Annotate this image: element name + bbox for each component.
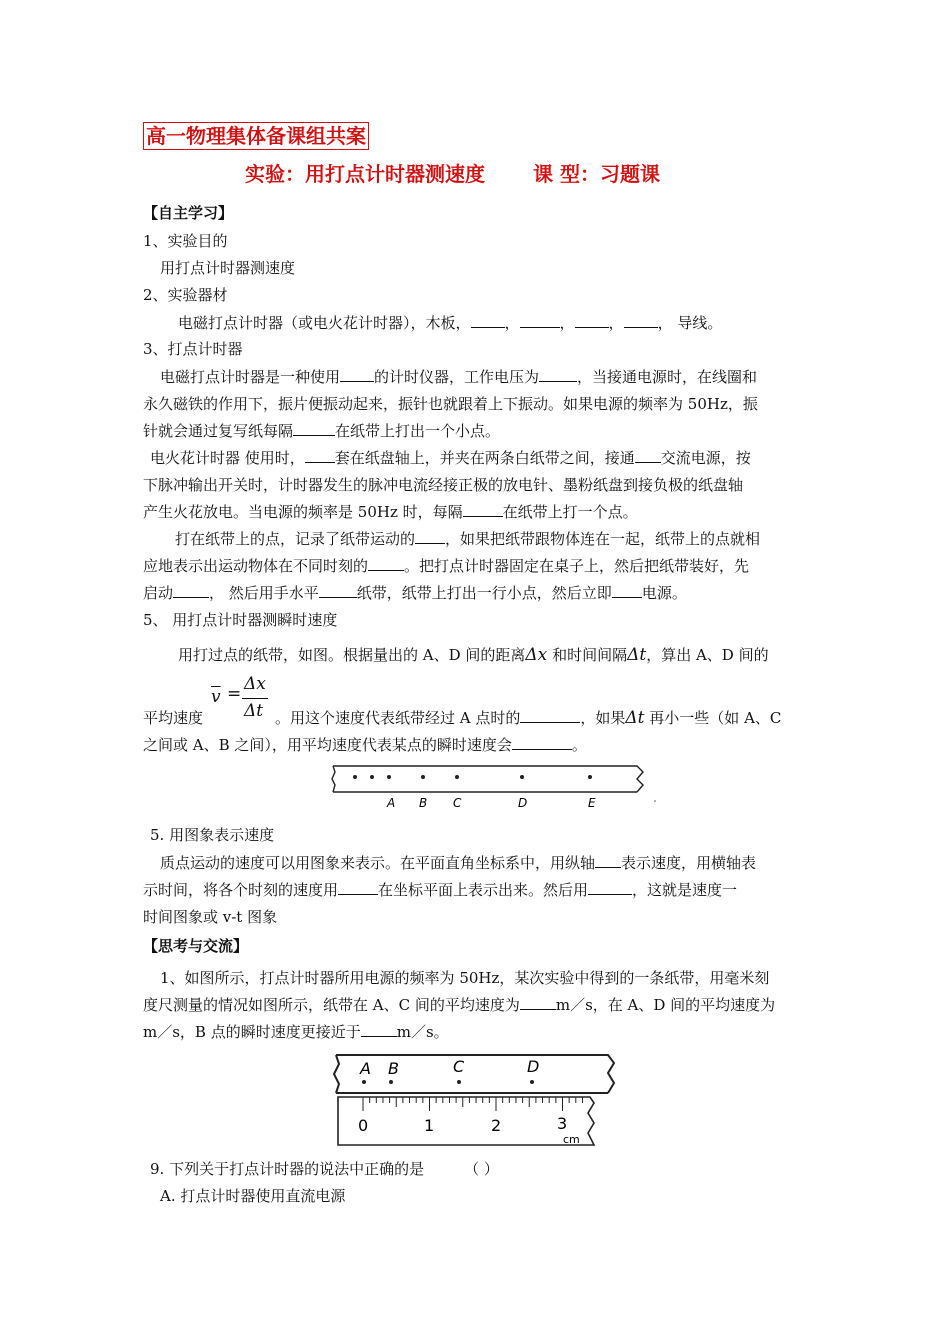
fraction-bar bbox=[242, 698, 268, 699]
text: 电磁打点计时器是一种使用 bbox=[160, 368, 341, 386]
text: m／s，B 点的瞬时速度更接近于 bbox=[143, 1023, 361, 1041]
tape-dot bbox=[520, 775, 524, 779]
tape-dot-d bbox=[530, 1080, 534, 1084]
blank[interactable] bbox=[520, 706, 580, 723]
text: ，如果把纸带跟物体连在一起，纸带上的点就相 bbox=[445, 530, 761, 548]
q1-line3 bbox=[143, 1020, 813, 1044]
text: 之间或 A、B 之间），用平均速度代表某点的瞬时速度会 bbox=[143, 736, 512, 754]
ruler-number-0: 0 bbox=[358, 1116, 369, 1135]
blank[interactable] bbox=[520, 311, 560, 328]
q9-stem bbox=[150, 1157, 820, 1181]
tape-label-d: D bbox=[518, 796, 528, 810]
blank[interactable] bbox=[340, 365, 374, 382]
blank[interactable] bbox=[338, 878, 378, 895]
tape-dot-b bbox=[389, 1080, 393, 1084]
lesson-title bbox=[245, 160, 660, 188]
tape-ruler-figure bbox=[328, 1051, 618, 1151]
item2-body bbox=[178, 311, 848, 335]
comma: ， bbox=[504, 314, 520, 332]
blank[interactable] bbox=[512, 733, 572, 750]
ruler-number-2: 2 bbox=[491, 1116, 502, 1135]
para3-line2: 永久磁铁的作用下，振片便振动起来，振针也就跟着上下振动。如果电源的频率为 50Hz，振 bbox=[143, 395, 758, 413]
para5-line2 bbox=[143, 554, 813, 578]
text: 再小一些（如 A、C bbox=[649, 709, 782, 727]
blank[interactable] bbox=[539, 365, 577, 382]
blank[interactable] bbox=[635, 446, 661, 463]
text: ， 然后用手水平 bbox=[209, 584, 319, 602]
answer-paren[interactable]: （ ） bbox=[464, 1160, 499, 1178]
text: 质点运动的速度可以用图象来表示。在平面直角坐标系中，用纵轴 bbox=[160, 854, 596, 872]
tape-label-b: B bbox=[419, 796, 428, 810]
text: ，算出 A、D 间的 bbox=[646, 646, 769, 664]
blank[interactable] bbox=[520, 993, 556, 1010]
paper-tape-figure bbox=[325, 763, 665, 813]
blank[interactable] bbox=[612, 581, 642, 598]
equipment-text: 电磁打点计时器（或电火花计时器），木板， bbox=[178, 314, 471, 332]
text: ，这就是速度一 bbox=[632, 881, 738, 899]
tape-dot bbox=[455, 775, 459, 779]
text: 示时间，将各个时刻的速度用 bbox=[143, 881, 339, 899]
blank[interactable] bbox=[319, 581, 357, 598]
text: 电火花计时器 使用时， bbox=[150, 449, 305, 467]
blank[interactable] bbox=[575, 311, 609, 328]
text: 。 bbox=[571, 736, 587, 754]
text: 用打过点的纸带，如图。根据量出的 A、D 间的距离 bbox=[178, 646, 526, 664]
para5-line3 bbox=[143, 581, 813, 605]
text: 平均速度 bbox=[143, 709, 204, 727]
v-bar-symbol: $\overline{v}$ bbox=[211, 687, 221, 707]
para7-line3: 时间图象或 v-t 图象 bbox=[143, 908, 278, 926]
text: 在纸带上打出一个小点。 bbox=[335, 422, 501, 440]
tape-label-e: E bbox=[588, 796, 596, 810]
ruler-number-3: 3 bbox=[557, 1114, 568, 1133]
text: 。把打点计时器固定在桌子上，然后把纸带装好，先 bbox=[404, 557, 750, 575]
tape-dot bbox=[387, 775, 391, 779]
para4-line2: 下脉冲输出开关时，计时器发生的脉冲电流经接正极的放电针、墨粉纸盘到接负极的纸盘轴 bbox=[143, 476, 744, 494]
q1-line1: 1、如图所示，打点计时器所用电源的频率为 50Hz，某次实验中得到的一条纸带，用毫米刻 bbox=[160, 969, 770, 987]
ruler-number-1: 1 bbox=[424, 1116, 435, 1135]
blank[interactable] bbox=[361, 1020, 397, 1037]
lesson-type: 课 型：习题课 bbox=[533, 162, 660, 186]
text: 度尺测量的情况如图所示，纸带在 A、C 间的平均速度为 bbox=[143, 996, 520, 1014]
text: 产生火花放电。当电源的频率是 50Hz 时，每隔 bbox=[143, 503, 463, 521]
tape2-label-b: B bbox=[388, 1059, 399, 1078]
q1-line2 bbox=[143, 993, 813, 1017]
blank[interactable] bbox=[368, 554, 404, 571]
text: ，当接通电源时，在线圈和 bbox=[577, 368, 758, 386]
comma: ， bbox=[608, 314, 624, 332]
tape2-label-d: D bbox=[527, 1057, 540, 1076]
para6-line3 bbox=[143, 733, 813, 757]
tape2-label-c: C bbox=[453, 1057, 465, 1076]
para6-line2 bbox=[143, 706, 813, 730]
blank[interactable] bbox=[624, 311, 658, 328]
text: 在纸带上打一个点。 bbox=[502, 503, 638, 521]
text: m／s，在 A、D 间的平均速度为 bbox=[555, 996, 776, 1014]
fraction-denominator: Δt bbox=[244, 701, 264, 721]
blank[interactable] bbox=[305, 446, 335, 463]
tape-label-a: A bbox=[387, 796, 396, 810]
item1-heading: 1、实验目的 bbox=[143, 232, 228, 250]
equipment-end: ， 导线。 bbox=[657, 314, 723, 332]
para3-line3 bbox=[143, 419, 813, 443]
para7-line1 bbox=[160, 851, 830, 875]
tape-dot bbox=[588, 775, 592, 779]
text: 在坐标平面上表示出来。然后用 bbox=[378, 881, 589, 899]
ruler-unit: cm bbox=[563, 1133, 580, 1146]
tape-dot-a bbox=[362, 1080, 366, 1084]
text: 交流电源，按 bbox=[660, 449, 751, 467]
text: 针就会通过复写纸每隔 bbox=[143, 422, 294, 440]
delta-x-symbol: Δx bbox=[525, 645, 548, 665]
text: 。用这个速度代表纸带经过 A 点时的 bbox=[275, 709, 521, 727]
fraction-numerator: Δx bbox=[244, 674, 266, 694]
text: 应地表示出运动物体在不同时刻的 bbox=[143, 557, 369, 575]
item2-heading: 2、实验器材 bbox=[143, 286, 228, 304]
text: 表示速度，用横轴表 bbox=[621, 854, 757, 872]
item-graph-heading: 5. 用图象表示速度 bbox=[150, 826, 275, 844]
text: 打在纸带上的点，记录了纸带运动的 bbox=[175, 530, 416, 548]
tape-label-c: C bbox=[453, 796, 462, 810]
tape-dot bbox=[421, 775, 425, 779]
blank[interactable] bbox=[463, 500, 503, 517]
tape-dot-c bbox=[457, 1080, 461, 1084]
q9-option-a[interactable]: A. 打点计时器使用直流电源 bbox=[160, 1187, 346, 1205]
blank[interactable] bbox=[415, 527, 445, 544]
delta-t-symbol: Δt bbox=[625, 708, 645, 728]
para5-line1 bbox=[175, 527, 845, 551]
blank[interactable] bbox=[595, 851, 621, 868]
delta-t-symbol: Δt bbox=[627, 645, 647, 665]
experiment-title: 实验：用打点计时器测速度 bbox=[245, 162, 485, 186]
header-title: 高一物理集体备课组共案 bbox=[143, 122, 369, 150]
text: 9. 下列关于打点计时器的说法中正确的是 bbox=[150, 1160, 425, 1178]
item3-heading: 3、打点计时器 bbox=[143, 340, 243, 358]
section-think: 【思考与交流】 bbox=[143, 937, 249, 955]
equals-sign: = bbox=[227, 684, 242, 704]
blank[interactable] bbox=[173, 581, 209, 598]
text: ，如果 bbox=[580, 709, 626, 727]
para3-line1 bbox=[160, 365, 830, 389]
text: 的计时仪器，工作电压为 bbox=[374, 368, 540, 386]
text: 套在纸盘轴上，并夹在两条白纸带之间，接通 bbox=[334, 449, 635, 467]
stray-dot bbox=[654, 800, 656, 802]
tape-dot bbox=[353, 775, 357, 779]
para4-line3 bbox=[143, 500, 813, 524]
para6-line1 bbox=[178, 643, 848, 667]
para7-line2 bbox=[143, 878, 813, 902]
ruler-ticks bbox=[363, 1097, 582, 1111]
text: 电源。 bbox=[641, 584, 687, 602]
blank[interactable] bbox=[293, 419, 335, 436]
para4-line1 bbox=[150, 446, 820, 470]
section-self-study: 【自主学习】 bbox=[143, 204, 234, 222]
item1-body: 用打点计时器测速度 bbox=[160, 259, 296, 277]
tape-dot bbox=[370, 775, 374, 779]
blank[interactable] bbox=[471, 311, 505, 328]
item5-heading: 5、 用打点计时器测瞬时速度 bbox=[143, 611, 338, 629]
text: 启动 bbox=[143, 584, 174, 602]
text: 和时间间隔 bbox=[552, 646, 628, 664]
text: 纸带，纸带上打出一行小点，然后立即 bbox=[356, 584, 612, 602]
text: m／s。 bbox=[396, 1023, 449, 1041]
tape2-label-a: A bbox=[360, 1059, 371, 1078]
comma: ， bbox=[559, 314, 575, 332]
blank[interactable] bbox=[588, 878, 632, 895]
